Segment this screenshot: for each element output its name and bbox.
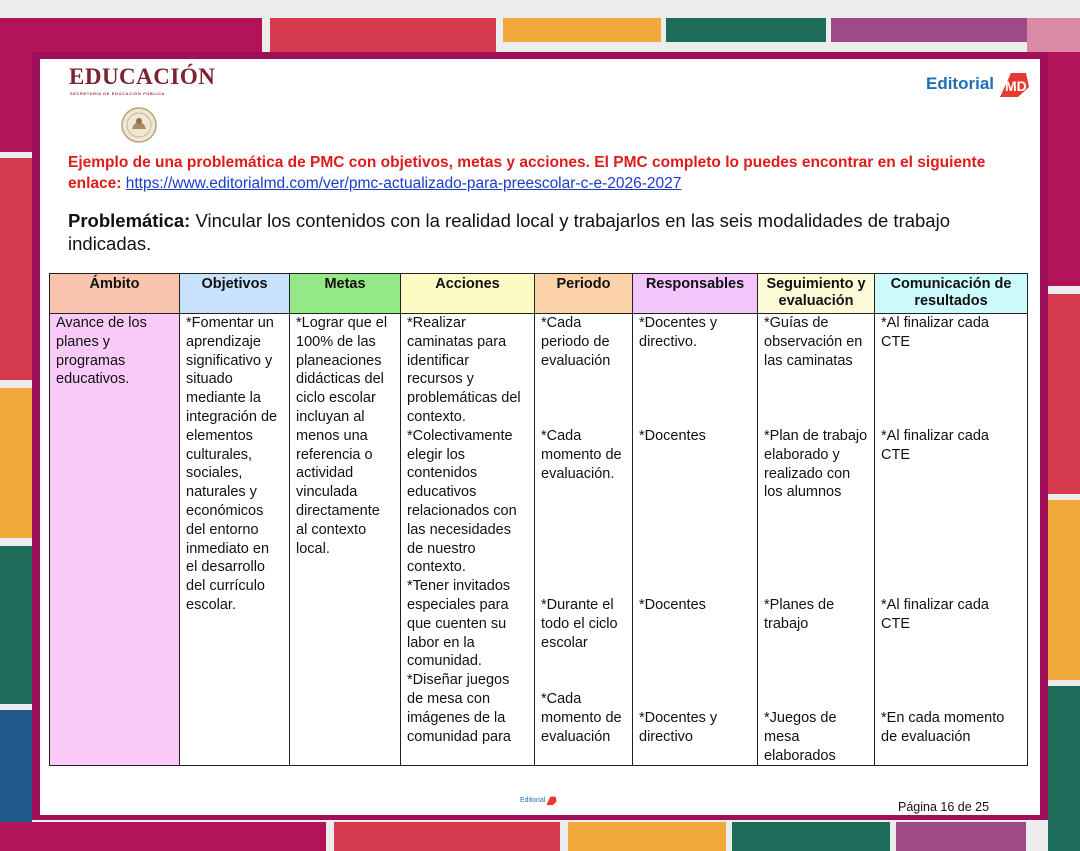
header-acciones: Acciones [401,274,535,314]
header-comunicacion: Comunicación de resultados [875,274,1028,314]
problem-statement [68,209,1008,255]
comunicacion-item: *Al finalizar cada CTE [881,428,989,463]
footer-logo-text: Editorial [520,797,546,804]
accion-item: *Diseñar juegos de mesa con imágenes de la comunidad para [407,672,511,745]
cell-meta: *Lograr que el 100% de las planeaciones didácticas del ciclo escolar incluyan al menos una referencia o actividad vinculada directamente al contexto local. [290,314,401,766]
header-periodo: Periodo [535,274,633,314]
educacion-logo-title: EDUCACIÓN [69,64,216,89]
header-metas: Metas [290,274,401,314]
comunicacion-item: *Al finalizar cada CTE [881,597,989,632]
bg-stripe [666,18,826,42]
bg-stripe [0,52,32,152]
bg-stripe [1048,500,1080,680]
seguimiento-item: *Guías de observación en las caminatas [764,315,863,369]
bg-stripe [896,822,1026,851]
header-objetivos: Objetivos [180,274,290,314]
comunicacion-item: *En cada momento de evaluación [881,710,1005,745]
cell-seguimiento [758,314,875,766]
bg-stripe [0,158,32,380]
periodo-item: *Durante el todo el ciclo escolar [541,597,618,651]
editorial-logo-text: Editorial [925,74,994,93]
comunicacion-item: *Al finalizar cada CTE [881,315,989,350]
seguimiento-item: *Juegos de mesa elaborados [764,710,837,764]
header-responsables: Responsables [633,274,758,314]
responsable-item: *Docentes [639,428,706,444]
problem-text: Vincular los contenidos con la realidad local y trabajarlos en las seis modalidades de trabajo indicadas. [68,210,950,254]
bg-stripe [0,388,32,538]
bg-stripe [0,18,262,52]
md-logo-icon [996,69,1030,99]
svg-text:MD: MD [1005,78,1027,94]
bg-stripe [732,822,890,851]
pmc-table [49,273,1028,766]
cell-responsables [633,314,758,766]
cell-objetivo: *Fomentar un aprendizaje significativo y situado mediante la integración de elementos culturales, sociales, naturales y económicos del entorno inmediato en el desarrollo del currículo escolar. [180,314,290,766]
bg-stripe [503,18,661,42]
bg-stripe [334,822,560,851]
page-number: Página 16 de 25 [898,800,990,814]
accion-item: *Colectivamente elegir los contenidos educativos relacionados con las necesidades de nuestro contexto. [407,427,517,576]
periodo-item: *Cada momento de evaluación [541,691,622,745]
cell-acciones [401,314,535,766]
accion-item: *Realizar caminatas para identificar recursos y problemáticas del contexto. [407,315,521,425]
cell-comunicacion [875,314,1028,766]
document-page [40,59,1040,815]
md-logo-icon [545,795,557,806]
bg-stripe [0,546,32,704]
educacion-logo-subtitle: SECRETARÍA DE EDUCACIÓN PÚBLICA [70,91,166,96]
periodo-item: *Cada periodo de evaluación [541,315,611,369]
responsable-item: *Docentes y directivo [639,710,718,745]
document-page-frame [32,52,1048,820]
bg-stripe [568,822,726,851]
mexico-seal-icon [121,107,157,143]
responsable-item: *Docentes y directivo. [639,315,718,350]
cell-periodo [535,314,633,766]
accion-item: *Tener invitados especiales para que cuenten su labor en la comunidad. [407,578,511,670]
bg-stripe [831,18,1027,42]
header-ambito: Ámbito [50,274,180,314]
responsable-item: *Docentes [639,597,706,613]
intro-text: Ejemplo de una problemática de PMC con objetivos, metas y acciones. El PMC completo lo puedes encontrar en el siguiente [68,154,986,171]
seguimiento-item: *Planes de trabajo [764,597,835,632]
intro-link-label: enlace: [68,175,122,192]
intro-paragraph [68,152,1028,194]
periodo-item: *Cada momento de evaluación. [541,428,622,482]
cell-ambito: Avance de los planes y programas educativos. [50,314,180,766]
seguimiento-item: *Plan de trabajo elaborado y realizado con los alumnos [764,428,868,501]
bg-stripe [0,822,326,851]
bg-stripe [1048,686,1080,851]
bg-stripe [270,18,496,52]
editorial-md-logo [926,68,1030,100]
footer-editorial-logo [520,795,557,806]
pmc-link[interactable]: https://www.editorialmd.com/ver/pmc-actualizado-para-preescolar-c-e-2026-2027 [125,175,682,192]
header-seguimiento: Seguimiento y evaluación [758,274,875,314]
bg-stripe [1048,294,1080,494]
bg-stripe [1048,52,1080,286]
problem-label: Problemática: [68,210,191,231]
bg-stripe [1027,18,1080,52]
